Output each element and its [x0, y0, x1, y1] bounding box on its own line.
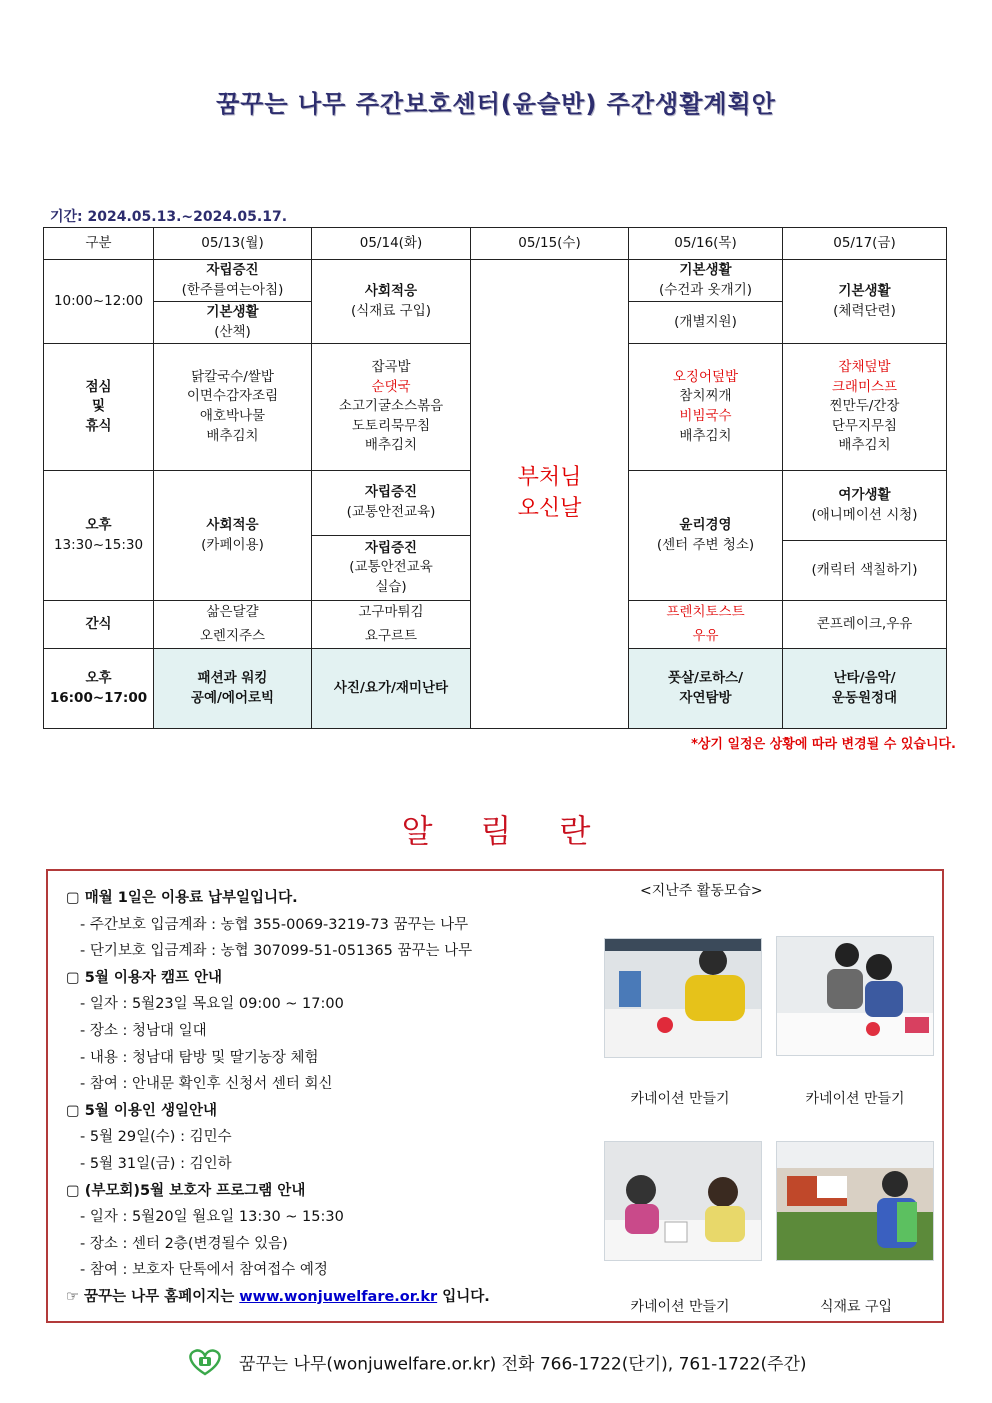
menu-item: 단무지무침 [831, 417, 898, 434]
row-label-lunch [44, 344, 154, 471]
menu-item: 도토리묵무침 [351, 417, 431, 434]
menu-item: 배추김치 [679, 427, 732, 444]
menu-item: 크래미스프 [831, 378, 898, 395]
notice-line: - 5월 29일(수) : 김민수 [80, 1129, 232, 1146]
notice-heading: ▢ (부모회)5월 보호자 프로그램 안내 [66, 1182, 306, 1199]
fri-am-title: 기본생활 [838, 282, 891, 299]
wed-holiday-line1: 부처님 [517, 465, 582, 491]
cell-fri-pm [783, 471, 947, 601]
late-line: 풋살/로하스/ [667, 669, 744, 686]
activity-photo-3 [604, 1141, 762, 1261]
row-label-morning: 10:00~12:00 [44, 260, 154, 344]
fri-am-sub: (체력단련) [833, 302, 896, 319]
cell-tue-pm [312, 471, 471, 601]
cell-thu-late [629, 649, 783, 729]
menu-item: 참치찌개 [679, 388, 732, 405]
notice-line: - 일자 : 5월23일 목요일 09:00 ~ 17:00 [80, 996, 344, 1013]
notice-list [66, 885, 586, 1311]
notice-line: - 5월 31일(금) : 김인하 [80, 1155, 232, 1172]
cell-thu-am [629, 260, 783, 344]
header-thu: 05/16(목) [629, 228, 783, 260]
wed-holiday-line2: 오신날 [517, 496, 582, 521]
cell-tue-snack [312, 601, 471, 649]
carnation-photo-image [605, 939, 761, 1057]
menu-item: 소고기굴소스볶음 [338, 398, 444, 415]
fri-pm1-sub: (애니메이션 시청) [811, 506, 918, 523]
cell-tue-am [312, 260, 471, 344]
cell-mon-lunch [154, 344, 312, 471]
notice-heading: ▢ 매월 1일은 이용료 납부일입니다. [66, 890, 298, 906]
homepage-prefix: ☞ 꿈꾸는 나무 홈페이지는 [66, 1288, 235, 1305]
thu-am1-sub: (수건과 옷개기) [658, 281, 753, 298]
snack-item: 우유 [692, 627, 719, 644]
notice-line: - 내용 : 청남대 탐방 및 딸기농장 체험 [80, 1049, 319, 1066]
row-label-afternoon [44, 471, 154, 601]
cell-tue-late: 사진/요가/재미난타 [312, 649, 471, 729]
carnation-photo-image [605, 1142, 761, 1260]
afternoon-label-2: 13:30~15:30 [53, 536, 144, 553]
notice-line: - 단기보호 입금계좌 : 농협 307099-51-051365 꿈꾸는 나무 [80, 943, 473, 960]
notice-title: 알림란 [401, 812, 639, 850]
tue-am-title: 사회적응 [364, 282, 418, 299]
table-row-morning [44, 260, 947, 344]
late-line: 운동원정대 [831, 689, 898, 706]
header-mon: 05/13(월) [154, 228, 312, 260]
lunch-label-3: 휴식 [85, 417, 112, 434]
late-line: 난타/음악/ [833, 669, 896, 686]
notice-line: - 주간보호 입금계좌 : 농협 355-0069-3219-73 꿈꾸는 나무 [80, 916, 469, 933]
menu-item: 이면수감자조림 [186, 388, 279, 405]
tue-pm2-sub2: 실습) [375, 578, 407, 595]
late-line: 자연탐방 [679, 689, 732, 706]
notice-line: - 장소 : 청남대 일대 [80, 1022, 207, 1039]
notice-heading: ▢ 5월 이용자 캠프 안내 [66, 969, 223, 986]
photo-caption-1: 카네이션 만들기 [630, 1091, 730, 1107]
menu-item: 비빔국수 [679, 408, 732, 424]
homepage-link[interactable]: www.wonjuwelfare.or.kr [239, 1288, 438, 1305]
photo-caption-3: 카네이션 만들기 [630, 1299, 730, 1315]
mon-am1-sub: (한주를여는아침) [181, 281, 284, 298]
cell-mon-am [154, 260, 312, 344]
cell-fri-lunch [783, 344, 947, 471]
header-wed: 05/15(수) [471, 228, 629, 260]
menu-item: 잡곡밥 [371, 359, 411, 376]
weekly-schedule-table [43, 227, 947, 729]
header-category: 구분 [44, 228, 154, 260]
cell-mon-late [154, 649, 312, 729]
fri-pm2-sub: (캐릭터 색칠하기) [811, 561, 918, 578]
mon-am2-title: 기본생활 [206, 303, 259, 320]
gallery-title: <지난주 활동모습> [640, 883, 763, 899]
late-line: 공예/에어로빅 [190, 689, 275, 706]
header-fri: 05/17(금) [783, 228, 947, 260]
menu-item: 오징어덮밥 [672, 368, 739, 385]
thu-am1-title: 기본생활 [679, 261, 732, 278]
mon-am2-sub: (산책) [214, 323, 251, 340]
thu-am2-sub: (개별지원) [674, 313, 737, 330]
menu-item: 찐만두/간장 [829, 398, 900, 415]
snack-item: 프렌치토스트 [666, 603, 745, 620]
photo-caption-4: 식재료 구입 [819, 1299, 893, 1315]
menu-item: 잡채덮밥 [838, 359, 891, 376]
row-label-late [44, 649, 154, 729]
notice-line: - 참여 : 안내문 확인후 신청서 센터 회신 [80, 1076, 333, 1093]
cell-thu-pm [629, 471, 783, 601]
cell-fri-late [783, 649, 947, 729]
notice-line: - 장소 : 센터 2층(변경될수 있음) [80, 1235, 288, 1252]
carnation-photo-image [777, 937, 934, 1056]
menu-item: 배추김치 [838, 437, 891, 454]
header-tue: 05/14(화) [312, 228, 471, 260]
footer-text: 꿈꾸는 나무(wonjuwelfare.or.kr) 전화 766-1722(단기), 761-1722(주간) [238, 1354, 807, 1375]
thu-pm-title: 윤리경영 [679, 516, 732, 533]
menu-item: 닭칼국수/쌀밥 [191, 368, 274, 385]
cell-fri-snack: 콘프레이크,우유 [783, 601, 947, 649]
snack-item: 삶은달걀 [206, 603, 259, 620]
lunch-label-2: 및 [91, 398, 106, 415]
table-header-row [44, 228, 947, 260]
snack-item: 고구마튀김 [358, 603, 424, 620]
tue-pm1-title: 자립증진 [364, 484, 418, 501]
homepage-line [66, 1284, 586, 1311]
snack-item: 요구르트 [364, 627, 418, 644]
photo-caption-2: 카네이션 만들기 [805, 1091, 905, 1107]
late-label-2: 16:00~17:00 [49, 689, 148, 706]
late-line: 패션과 워킹 [197, 669, 268, 686]
grocery-photo-image [777, 1142, 934, 1260]
cell-tue-lunch [312, 344, 471, 471]
cell-fri-am [783, 260, 947, 344]
menu-item: 배추김치 [364, 437, 418, 454]
fri-pm1-title: 여가생활 [838, 486, 891, 503]
activity-photo-2 [776, 936, 934, 1056]
tue-pm2-sub: (교통안전교육 [349, 559, 433, 576]
heart-logo-icon [185, 1348, 225, 1381]
tue-am-sub: (식재료 구입) [350, 302, 432, 319]
mon-pm-sub: (카페이용) [201, 536, 264, 553]
tue-pm2-title: 자립증진 [364, 539, 418, 556]
menu-item: 순댓국 [371, 378, 411, 395]
menu-item: 배추김치 [206, 427, 259, 444]
cell-wed-holiday [471, 260, 629, 729]
notice-heading: ▢ 5월 이용인 생일안내 [66, 1102, 217, 1119]
cell-mon-pm [154, 471, 312, 601]
activity-photo-4 [776, 1141, 934, 1261]
menu-item: 애호박나물 [199, 408, 266, 424]
notice-line: - 참여 : 보호자 단톡에서 참여접수 예정 [80, 1262, 328, 1279]
cell-thu-lunch [629, 344, 783, 471]
lunch-label-1: 점심 [85, 378, 112, 395]
cell-mon-snack [154, 601, 312, 649]
schedule-change-note: *상기 일정은 상황에 따라 변경될 수 있습니다. [691, 737, 956, 752]
homepage-suffix: 입니다. [442, 1288, 490, 1305]
mon-pm-title: 사회적응 [206, 516, 259, 533]
activity-photo-1 [604, 938, 762, 1058]
late-label-1: 오후 [85, 669, 112, 686]
footer [0, 1348, 992, 1381]
afternoon-label-1: 오후 [85, 516, 112, 533]
snack-item: 오렌지주스 [199, 627, 266, 644]
period-label: 기간: 2024.05.13.~2024.05.17. [50, 209, 288, 225]
page-title: 꿈꾸는 나무 주간보호센터(윤슬반) 주간생활계획안 [216, 90, 776, 118]
tue-pm1-sub: (교통안전교육) [346, 504, 436, 520]
row-label-snack: 간식 [44, 601, 154, 649]
cell-thu-snack [629, 601, 783, 649]
thu-pm-sub: (센터 주변 청소) [656, 536, 755, 553]
mon-am1-title: 자립증진 [206, 261, 259, 278]
notice-line: - 일자 : 5월20일 월요일 13:30 ~ 15:30 [80, 1209, 344, 1226]
